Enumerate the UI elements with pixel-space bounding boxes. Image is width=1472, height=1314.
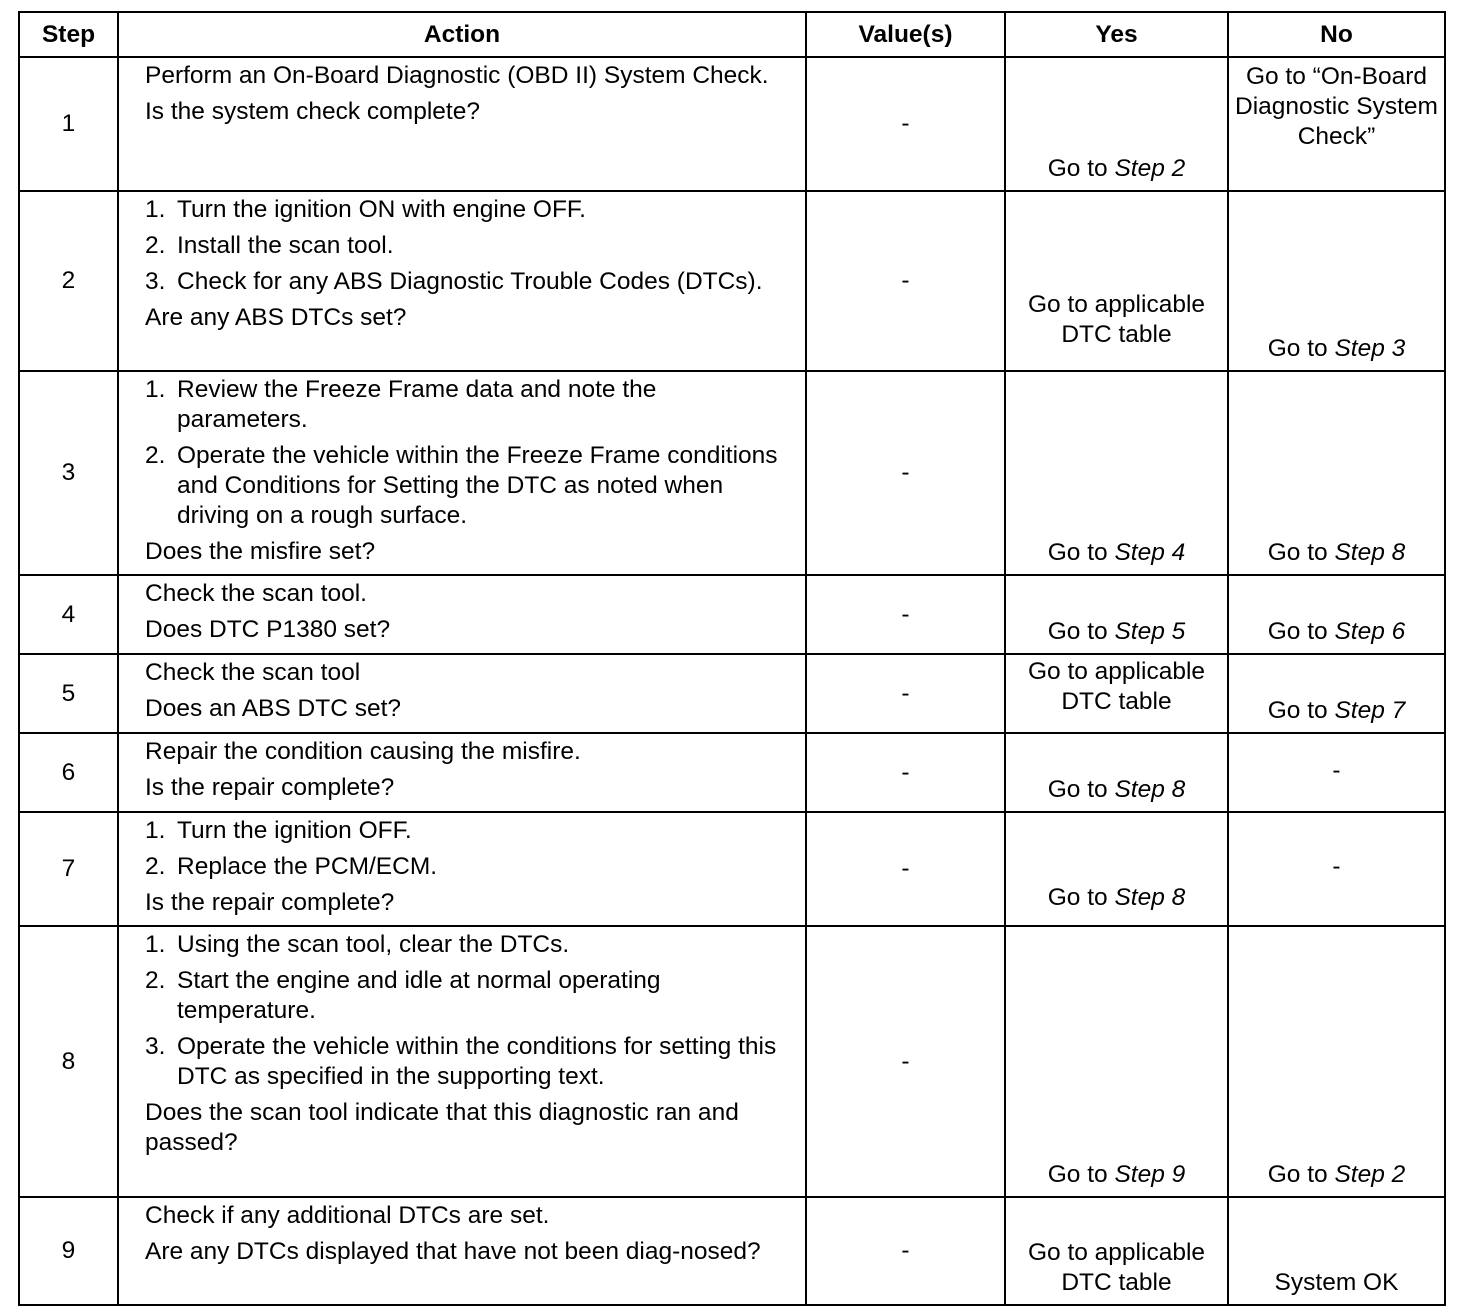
yes-cell bbox=[1005, 371, 1228, 575]
yes-step-link: Step 2 bbox=[1114, 155, 1186, 182]
yes-cell: Go to applicable DTC table bbox=[1005, 191, 1228, 371]
table-row bbox=[19, 191, 1445, 371]
table-row bbox=[19, 57, 1445, 191]
no-cell bbox=[1228, 654, 1445, 733]
action-item bbox=[145, 375, 793, 435]
no-prefix: Go to bbox=[1267, 335, 1335, 362]
step-number: 5 bbox=[19, 654, 118, 733]
yes-prefix: Go to bbox=[1047, 1161, 1115, 1188]
no-cell bbox=[1228, 371, 1445, 575]
action-item bbox=[145, 930, 793, 960]
action-question: Does the misfire set? bbox=[145, 538, 376, 565]
action-line: Check if any additional DTCs are set. bbox=[145, 1202, 550, 1229]
yes-step-link: Step 4 bbox=[1114, 539, 1186, 566]
step-number: 3 bbox=[19, 371, 118, 575]
header-action: Action bbox=[118, 12, 806, 57]
no-cell bbox=[1228, 575, 1445, 654]
yes-cell: Go to applicable DTC table bbox=[1005, 654, 1228, 733]
action-line: Perform an On-Board Diagnostic (OBD II) System Check. bbox=[145, 62, 769, 89]
action-question: Are any DTCs displayed that have not been diag-nosed? bbox=[145, 1238, 761, 1265]
action-cell bbox=[118, 1197, 806, 1305]
step-number: 1 bbox=[19, 57, 118, 191]
action-cell bbox=[118, 733, 806, 812]
step-number: 7 bbox=[19, 812, 118, 926]
item-number: 2. bbox=[145, 967, 166, 994]
item-text: Operate the vehicle within the conditions for setting this DTC as specified in the supporting text. bbox=[177, 1033, 777, 1090]
yes-step-link: Step 8 bbox=[1114, 776, 1186, 803]
item-text: Check for any ABS Diagnostic Trouble Codes (DTCs). bbox=[177, 268, 763, 295]
value-cell: - bbox=[806, 733, 1005, 812]
no-prefix: Go to bbox=[1267, 539, 1335, 566]
header-step: Step bbox=[19, 12, 118, 57]
item-text: Review the Freeze Frame data and note the parameters. bbox=[177, 376, 657, 433]
action-line: Check the scan tool bbox=[145, 659, 361, 686]
no-cell: System OK bbox=[1228, 1197, 1445, 1305]
no-cell bbox=[1228, 926, 1445, 1197]
header-yes: Yes bbox=[1005, 12, 1228, 57]
value-cell: - bbox=[806, 575, 1005, 654]
action-question: Is the repair complete? bbox=[145, 889, 395, 916]
action-question: Does the scan tool indicate that this diagnostic ran and passed? bbox=[145, 1099, 739, 1156]
table-row bbox=[19, 1197, 1445, 1305]
item-number: 3. bbox=[145, 268, 166, 295]
value-cell: - bbox=[806, 371, 1005, 575]
step-number: 8 bbox=[19, 926, 118, 1197]
no-step-link: Step 2 bbox=[1334, 1161, 1406, 1188]
yes-step-link: Step 9 bbox=[1114, 1161, 1186, 1188]
yes-cell bbox=[1005, 812, 1228, 926]
table-row bbox=[19, 371, 1445, 575]
item-text: Turn the ignition OFF. bbox=[177, 817, 412, 844]
diagnostic-table-container bbox=[18, 11, 1444, 1306]
no-cell: Go to “On-Board Diagnostic System Check” bbox=[1228, 57, 1445, 191]
no-cell: - bbox=[1228, 733, 1445, 812]
yes-step-link: Step 5 bbox=[1114, 618, 1186, 645]
action-cell bbox=[118, 191, 806, 371]
yes-prefix: Go to bbox=[1047, 155, 1115, 182]
yes-cell bbox=[1005, 733, 1228, 812]
header-value: Value(s) bbox=[806, 12, 1005, 57]
action-cell bbox=[118, 654, 806, 733]
item-text: Turn the ignition ON with engine OFF. bbox=[177, 196, 586, 223]
action-item bbox=[145, 966, 793, 1026]
table-row bbox=[19, 812, 1445, 926]
action-question: Does DTC P1380 set? bbox=[145, 616, 391, 643]
value-cell: - bbox=[806, 1197, 1005, 1305]
action-question: Does an ABS DTC set? bbox=[145, 695, 402, 722]
value-cell: - bbox=[806, 812, 1005, 926]
action-item bbox=[145, 195, 793, 225]
action-cell bbox=[118, 575, 806, 654]
action-cell bbox=[118, 57, 806, 191]
value-cell: - bbox=[806, 926, 1005, 1197]
item-text: Start the engine and idle at normal operating temperature. bbox=[177, 967, 661, 1024]
item-number: 1. bbox=[145, 376, 166, 403]
yes-cell bbox=[1005, 926, 1228, 1197]
action-cell bbox=[118, 812, 806, 926]
item-number: 1. bbox=[145, 931, 166, 958]
no-prefix: Go to bbox=[1267, 1161, 1335, 1188]
value-cell: - bbox=[806, 654, 1005, 733]
item-text: Operate the vehicle within the Freeze Frame conditions and Conditions for Setting the DTC as noted when driving on a rough surface. bbox=[177, 442, 778, 529]
no-prefix: Go to bbox=[1267, 697, 1335, 724]
no-step-link: Step 8 bbox=[1334, 539, 1406, 566]
yes-cell bbox=[1005, 575, 1228, 654]
item-number: 1. bbox=[145, 196, 166, 223]
action-question: Is the system check complete? bbox=[145, 98, 480, 125]
item-number: 2. bbox=[145, 232, 166, 259]
action-line: Repair the condition causing the misfire. bbox=[145, 738, 581, 765]
action-item bbox=[145, 231, 793, 261]
action-item bbox=[145, 267, 793, 297]
value-cell: - bbox=[806, 57, 1005, 191]
no-prefix: Go to bbox=[1267, 618, 1335, 645]
yes-prefix: Go to bbox=[1047, 884, 1115, 911]
step-number: 6 bbox=[19, 733, 118, 812]
table-row bbox=[19, 733, 1445, 812]
no-cell: - bbox=[1228, 812, 1445, 926]
item-number: 1. bbox=[145, 817, 166, 844]
item-number: 3. bbox=[145, 1033, 166, 1060]
table-row bbox=[19, 654, 1445, 733]
diagnostic-table bbox=[18, 11, 1446, 1306]
no-step-link: Step 7 bbox=[1334, 697, 1406, 724]
item-text: Install the scan tool. bbox=[177, 232, 394, 259]
action-item bbox=[145, 852, 793, 882]
action-cell bbox=[118, 926, 806, 1197]
step-number: 9 bbox=[19, 1197, 118, 1305]
yes-prefix: Go to bbox=[1047, 539, 1115, 566]
item-text: Using the scan tool, clear the DTCs. bbox=[177, 931, 570, 958]
item-number: 2. bbox=[145, 853, 166, 880]
item-number: 2. bbox=[145, 442, 166, 469]
action-line: Check the scan tool. bbox=[145, 580, 367, 607]
yes-step-link: Step 8 bbox=[1114, 884, 1186, 911]
action-item bbox=[145, 1032, 793, 1092]
value-cell: - bbox=[806, 191, 1005, 371]
no-step-link: Step 3 bbox=[1334, 335, 1406, 362]
item-text: Replace the PCM/ECM. bbox=[177, 853, 438, 880]
action-cell bbox=[118, 371, 806, 575]
action-item bbox=[145, 816, 793, 846]
step-number: 4 bbox=[19, 575, 118, 654]
header-row bbox=[19, 12, 1445, 57]
table-row bbox=[19, 926, 1445, 1197]
yes-cell: Go to applicable DTC table bbox=[1005, 1197, 1228, 1305]
yes-prefix: Go to bbox=[1047, 618, 1115, 645]
yes-prefix: Go to bbox=[1047, 776, 1115, 803]
yes-cell bbox=[1005, 57, 1228, 191]
action-question: Are any ABS DTCs set? bbox=[145, 304, 407, 331]
table-row bbox=[19, 575, 1445, 654]
action-question: Is the repair complete? bbox=[145, 774, 395, 801]
header-no: No bbox=[1228, 12, 1445, 57]
no-step-link: Step 6 bbox=[1334, 618, 1406, 645]
no-cell bbox=[1228, 191, 1445, 371]
step-number: 2 bbox=[19, 191, 118, 371]
action-item bbox=[145, 441, 793, 531]
